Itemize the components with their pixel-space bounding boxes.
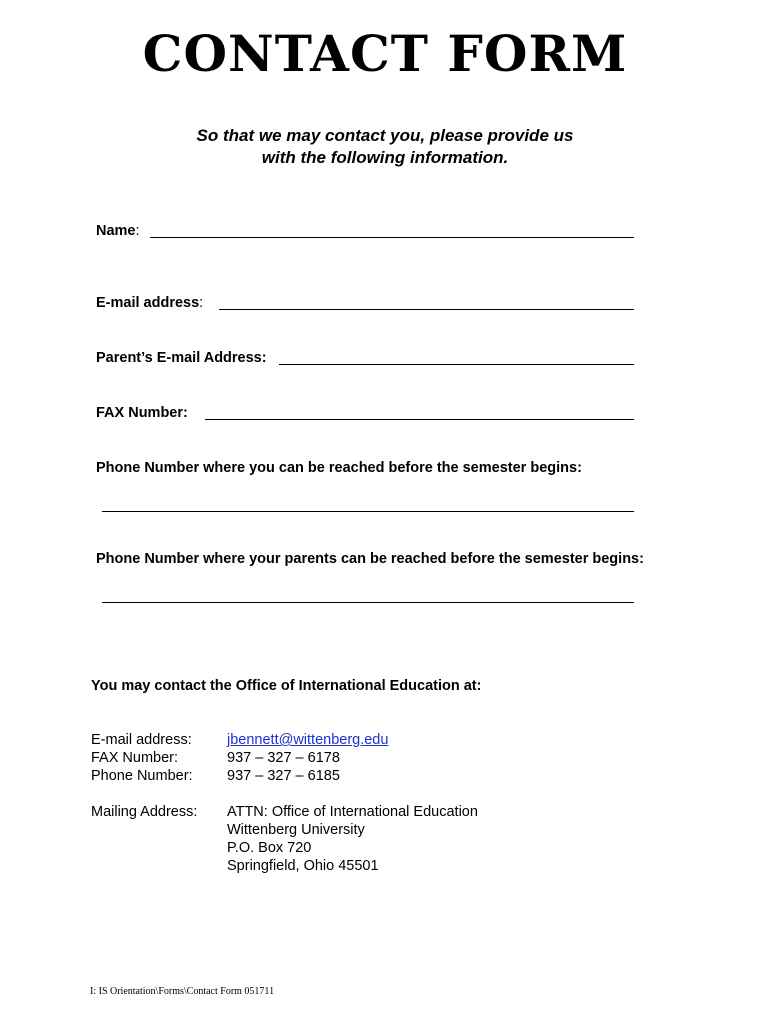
instructions-line-2: with the following information.: [261, 148, 509, 167]
office-phone-label: Phone Number:: [91, 768, 193, 784]
mailing-address-line-3: P.O. Box 720: [227, 840, 312, 856]
office-email-link[interactable]: jbennett@wittenberg.edu: [227, 732, 389, 748]
office-contact-heading: You may contact the Office of International Education at:: [91, 678, 482, 694]
email-field[interactable]: [219, 309, 634, 310]
name-field[interactable]: [150, 237, 634, 238]
office-phone-value: 937 – 327 – 6185: [227, 768, 340, 784]
parent-phone-field[interactable]: [102, 602, 634, 603]
page-title: CONTACT FORM: [142, 24, 628, 83]
office-fax-value: 937 – 327 – 6178: [227, 750, 340, 766]
form-instructions: [0, 125, 770, 169]
name-label: Name:: [96, 223, 140, 239]
parent-phone-label: Phone Number where your parents can be reached before the semester begins:: [96, 551, 644, 567]
mailing-address-label: Mailing Address:: [91, 804, 198, 820]
parent-email-label: Parent’s E-mail Address:: [96, 350, 267, 366]
fax-field[interactable]: [205, 419, 634, 420]
parent-email-field[interactable]: [279, 364, 634, 365]
phone-label: Phone Number where you can be reached before the semester begins:: [96, 460, 582, 476]
fax-label: FAX Number:: [96, 405, 188, 421]
mailing-address-line-1: ATTN: Office of International Education: [227, 804, 478, 820]
file-path-footer: I: IS Orientation\Forms\Contact Form 051711: [90, 986, 275, 997]
instructions-line-1: So that we may contact you, please provide us: [196, 126, 574, 145]
phone-field[interactable]: [102, 511, 634, 512]
mailing-address-line-2: Wittenberg University: [227, 822, 365, 838]
mailing-address-line-4: Springfield, Ohio 45501: [227, 858, 379, 874]
office-fax-label: FAX Number:: [91, 750, 179, 766]
email-label: E-mail address:: [96, 295, 204, 311]
office-email-label: E-mail address:: [91, 732, 192, 748]
